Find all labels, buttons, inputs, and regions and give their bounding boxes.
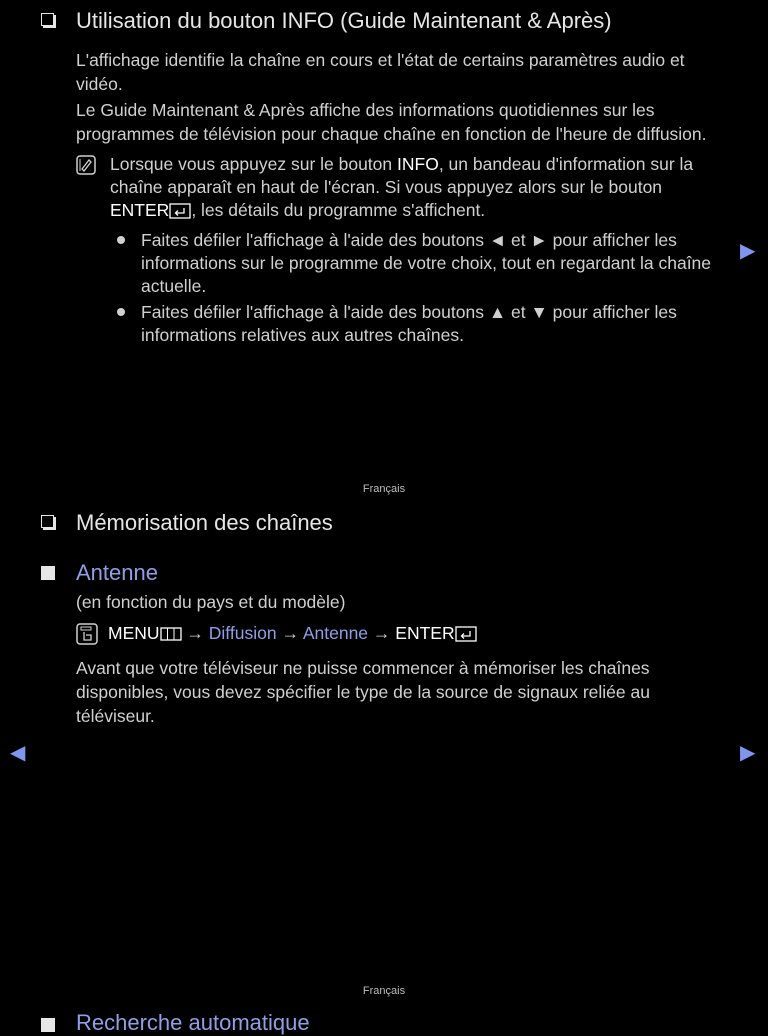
bullet-dot: [117, 308, 125, 316]
subsection-square-icon: [41, 1018, 55, 1032]
intro-paragraph: L'affichage identifie la chaîne en cours et l'état de certains paramètres audio et vidéo.: [76, 50, 685, 94]
path-item-antenne: Antenne: [302, 623, 369, 643]
note-post: , les détails du programme s'affichent.: [191, 200, 486, 220]
note-mid: , un bandeau d'information sur la chaîne apparaît en haut de l'écran. Si vous appuyez alors sur le bouton: [110, 154, 694, 197]
page-footer-language: Français: [362, 483, 406, 495]
page-footer-language: Français: [362, 985, 406, 997]
path-arrow: →: [281, 623, 299, 643]
menu-path: [108, 622, 477, 648]
path-arrow: →: [186, 623, 204, 643]
subsection-square-icon: [41, 566, 55, 580]
section-checkbox-icon: [41, 515, 54, 528]
note-pre: Lorsque vous appuyez sur le bouton: [110, 154, 397, 174]
source-paragraph: Avant que votre téléviseur ne puisse commencer à mémoriser les chaînes disponibles, vous devez spécifier le type de la source de signaux reliée au téléviseur.: [76, 658, 650, 726]
section-checkbox-icon: [41, 13, 54, 26]
guide-paragraph: Le Guide Maintenant & Après affiche des informations quotidiennes sur les programmes de télévision pour chaque chaîne en fonction de l'heure de diffusion.: [76, 100, 707, 144]
availability-note: (en fonction du pays et du modèle): [76, 592, 346, 612]
subsection-title: Recherche automatique: [76, 1010, 310, 1035]
next-page-arrow-icon[interactable]: ▶: [740, 240, 756, 262]
bullet-item: Faites défiler l'affichage à l'aide des boutons ▲ et ▼ pour afficher les informations relatives aux autres chaînes.: [141, 302, 677, 345]
note-text: [110, 153, 710, 225]
path-arrow: →: [372, 623, 391, 643]
menu-label: MENU: [108, 623, 160, 643]
enter-button-label: ENTER: [110, 200, 170, 220]
note-icon: [76, 155, 96, 175]
menu-path-icon: [76, 623, 98, 645]
next-page-arrow-icon[interactable]: ▶: [740, 742, 756, 764]
path-item-diffusion: Diffusion: [208, 623, 277, 643]
menu-icon: [160, 625, 182, 648]
enter-icon: [169, 202, 191, 225]
section-title: Utilisation du bouton INFO (Guide Maintenant & Après): [76, 8, 612, 33]
enter-label: ENTER: [395, 623, 455, 643]
info-button-label: INFO: [397, 154, 439, 174]
enter-icon: [455, 625, 477, 648]
bullet-dot: [117, 236, 125, 244]
prev-page-arrow-icon[interactable]: ◀: [10, 742, 26, 764]
bullet-item: Faites défiler l'affichage à l'aide des boutons ◄ et ► pour afficher les informations sur le programme de votre choix, tout en regardant la chaîne actuelle.: [141, 230, 712, 296]
subsection-title: Antenne: [76, 560, 158, 585]
section-title: Mémorisation des chaînes: [76, 510, 333, 535]
